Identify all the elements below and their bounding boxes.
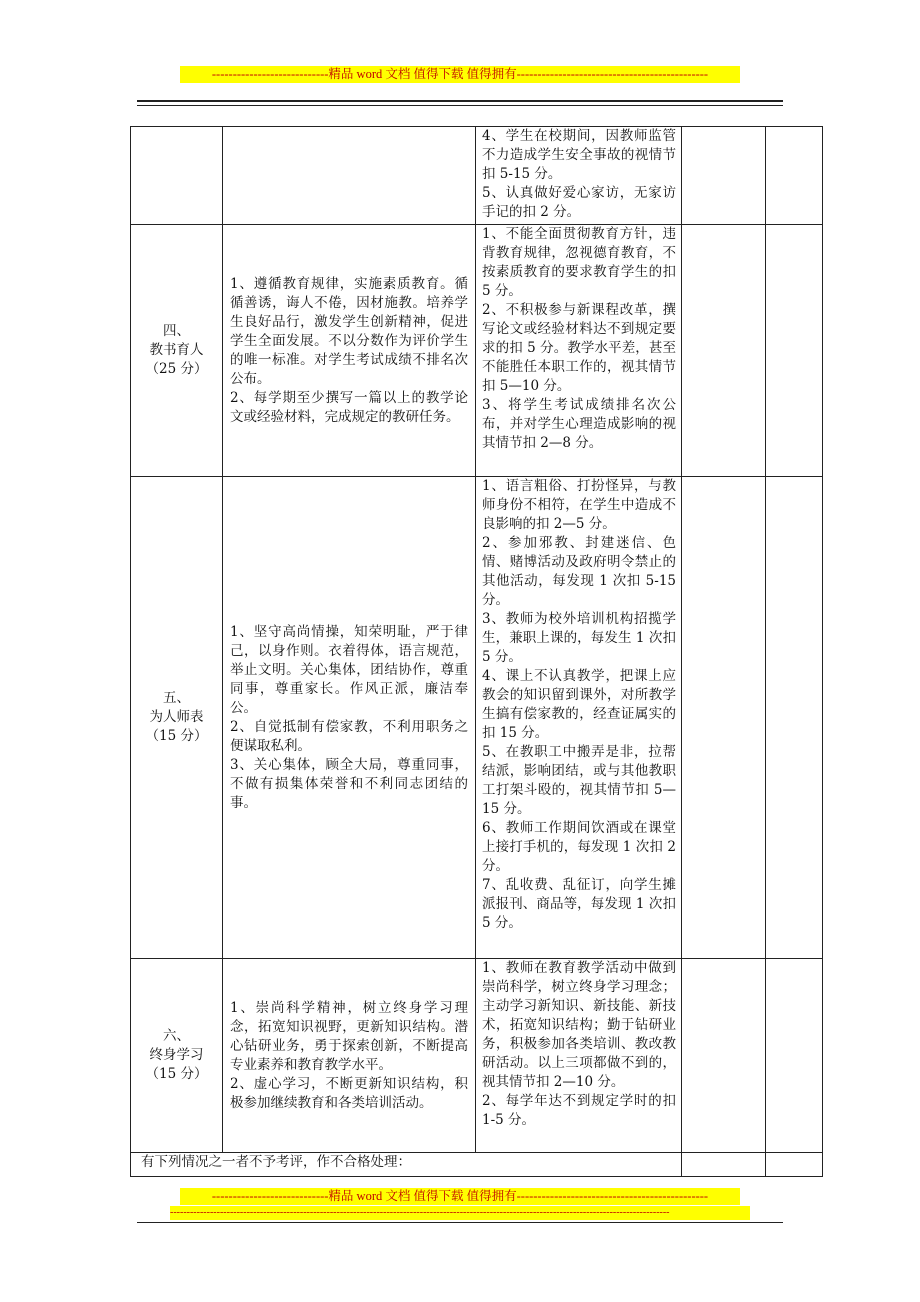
score-cell: [682, 477, 766, 959]
standard-cell: [223, 127, 476, 225]
header-rule-thin: [137, 105, 783, 106]
deduction-item: 2、不积极参与新课程改革，撰写论文或经验材料达不到规定要求的扣 5 分。教学水平差，甚至不能胜任本职工作的，视其情节扣 5—10 分。: [482, 302, 676, 394]
deduction-item: 4、学生在校期间，因教师监管不力造成学生安全事故的视情节扣 5-15 分。: [482, 128, 676, 182]
category-name: 教书育人: [149, 342, 204, 358]
remark-cell: [766, 127, 823, 225]
deduction-cell: [476, 959, 682, 1153]
category-number: 六、: [163, 1028, 190, 1044]
category-cell: [131, 477, 223, 959]
score-cell: [682, 959, 766, 1153]
deduction-item: 3、教师为校外培训机构招揽学生，兼职上课的，每发生 1 次扣 5 分。: [482, 611, 676, 665]
deduction-cell: [476, 477, 682, 959]
category-score: （15 分）: [145, 1066, 208, 1082]
footer-rule: [137, 1222, 783, 1223]
deduction-item: 1、语言粗俗、打扮怪异，与教师身份不相符，在学生中造成不良影响的扣 2—5 分。: [482, 478, 676, 532]
header-banner: ----------------------------精品 word 文档 值得下载 值得拥有----------------------------------------------: [180, 66, 740, 83]
standard-item: 2、自觉抵制有偿家教，不利用职务之便谋取私利。: [230, 718, 468, 754]
score-cell: [682, 225, 766, 477]
deduction-item: 7、乱收费、乱征订，向学生摊派报刊、商品等，每发现 1 次扣 5 分。: [482, 877, 676, 931]
standard-item: 1、崇尚科学精神，树立终身学习理念，拓宽知识视野，更新知识结构。潜心钻研业务，勇于探索创新，不断提高专业素养和教育教学水平。: [230, 999, 468, 1073]
remark-cell: [766, 1153, 823, 1177]
remark-cell: [766, 959, 823, 1153]
disqualification-note: 有下列情况之一者不予考评，作不合格处理：: [131, 1153, 682, 1177]
header-rule-thick: [137, 100, 783, 102]
evaluation-table: [130, 126, 823, 1177]
category-cell: [131, 225, 223, 477]
deduction-item: 2、参加邪教、封建迷信、色情、赌博活动及政府明令禁止的其他活动，每发现 1 次扣 5-15 分。: [482, 535, 676, 608]
table-row: [131, 1153, 823, 1177]
deduction-item: 4、课上不认真教学，把课上应教会的知识留到课外，对所教学生搞有偿家教的，经查证属实的扣 15 分。: [482, 668, 676, 741]
deduction-item: 5、在教职工中搬弄是非，拉帮结派，影响团结，或与其他教职工打架斗殴的，视其情节扣 5—15 分。: [482, 744, 676, 817]
standard-item: 1、遵循教育规律，实施素质教育。循循善诱，诲人不倦，因材施教。培养学生良好品行，激发学生创新精神，促进学生全面发展。不以分数作为评价学生的唯一标准。对学生考试成绩不排名次公布。: [230, 275, 468, 387]
deduction-item: 1、教师在教育教学活动中做到崇尚科学，树立终身学习理念；主动学习新知识、新技能、新技术，拓宽知识结构；勤于钻研业务，积极参加各类培训、教改教研活动。以上三项都做不到的，视其情节扣 2—10 分。: [482, 960, 676, 1090]
table-row: [131, 477, 823, 959]
standard-item: 2、每学期至少撰写一篇以上的教学论文或经验材料，完成规定的教研任务。: [230, 389, 468, 425]
standard-cell: [223, 477, 476, 959]
remark-cell: [766, 225, 823, 477]
score-cell: [682, 1153, 766, 1177]
standard-item: 2、虚心学习，不断更新知识结构，积极参加继续教育和各类培训活动。: [230, 1075, 468, 1111]
category-number: 五、: [163, 690, 190, 706]
deduction-cell: [476, 127, 682, 225]
standard-cell: [223, 959, 476, 1153]
deduction-item: 5、认真做好爱心家访，无家访手记的扣 2 分。: [482, 185, 676, 220]
deduction-item: 2、每学年达不到规定学时的扣 1-5 分。: [482, 1093, 676, 1128]
table-row: [131, 225, 823, 477]
footer-banner: ----------------------------精品 word 文档 值得下载 值得拥有----------------------------------------------: [180, 1188, 740, 1205]
category-name: 为人师表: [149, 709, 204, 725]
deduction-item: 6、教师工作期间饮酒或在课堂上接打手机的，每发现 1 次扣 2 分。: [482, 820, 676, 874]
category-score: （25 分）: [145, 361, 208, 377]
standard-item: 1、坚守高尚情操，知荣明耻，严于律己，以身作则。衣着得体，语言规范，举止文明。关心集体，团结协作，尊重同事，尊重家长。作风正派，廉洁奉公。: [230, 623, 468, 716]
category-score: （15 分）: [145, 728, 208, 744]
remark-cell: [766, 477, 823, 959]
score-cell: [682, 127, 766, 225]
category-number: 四、: [163, 323, 190, 339]
deduction-cell: [476, 225, 682, 477]
standard-cell: [223, 225, 476, 477]
table-row: [131, 127, 823, 225]
table-row: [131, 959, 823, 1153]
category-cell: [131, 127, 223, 225]
deduction-item: 3、将学生考试成绩排名次公布，并对学生心理造成影响的视其情节扣 2—8 分。: [482, 397, 676, 451]
category-name: 终身学习: [149, 1047, 204, 1063]
category-cell: [131, 959, 223, 1153]
standard-item: 3、关心集体，顾全大局，尊重同事，不做有损集体荣誉和不利同志团结的事。: [230, 756, 468, 811]
footer-banner-line: ------------------------------------------------------------------------------------------------------------------------------------------------------: [170, 1206, 750, 1220]
deduction-item: 1、不能全面贯彻教育方针，违背教育规律，忽视德育教育，不按素质教育的要求教育学生的扣 5 分。: [482, 226, 676, 299]
